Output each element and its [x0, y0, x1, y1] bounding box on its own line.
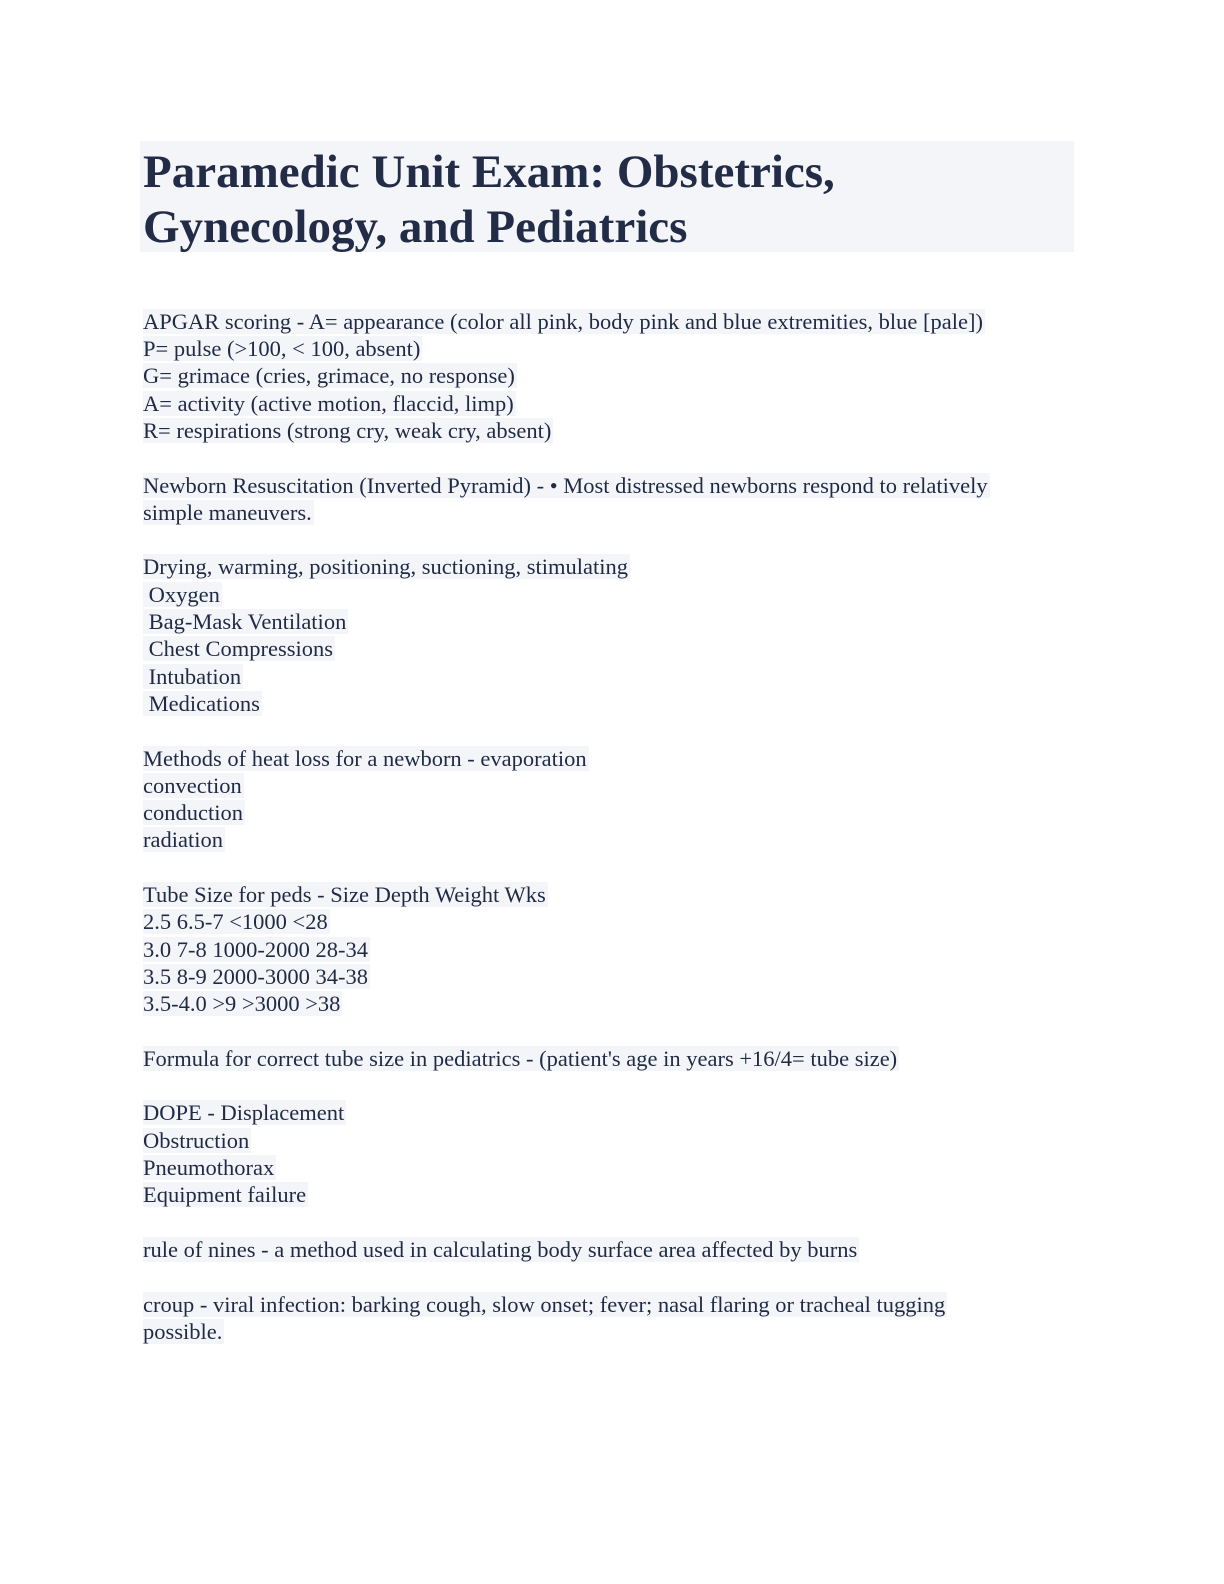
text-line — [143, 472, 990, 499]
croup-cont: possible. — [143, 1319, 223, 1344]
pyramid-step-4: Chest Compressions — [143, 636, 334, 661]
text-line — [143, 663, 243, 690]
text-line — [143, 499, 314, 526]
pyramid-step-1: Drying, warming, positioning, suctioning, stimulating — [143, 554, 628, 579]
text-line — [143, 553, 630, 580]
tube-size-row: 3.5-4.0 >9 >3000 >38 — [143, 991, 341, 1016]
dope-item: Pneumothorax — [143, 1155, 275, 1180]
document-title-line-1: Paramedic Unit Exam: Obstetrics, — [143, 146, 835, 198]
text-line — [143, 963, 370, 990]
text-line — [143, 881, 548, 908]
pyramid-step-6: Medications — [143, 691, 260, 716]
apgar-respirations: R= respirations (strong cry, weak cry, absent) — [143, 418, 552, 443]
tube-formula: Formula for correct tube size in pediatrics - (patient's age in years +16/4= tube size) — [143, 1046, 898, 1071]
dope-heading: DOPE - Displacement — [143, 1100, 345, 1125]
text-line — [143, 1181, 308, 1208]
text-line — [143, 1099, 346, 1126]
apgar-heading: APGAR scoring - A= appearance (color all pink, body pink and blue extremities, blue [pale]) — [143, 309, 983, 334]
pyramid-step-3: Bag-Mask Ventilation — [143, 609, 347, 634]
text-line — [143, 335, 422, 362]
text-line — [143, 1236, 859, 1263]
heat-loss-item: conduction — [143, 800, 243, 825]
heat-loss-item: convection — [143, 773, 242, 798]
pyramid-step-5: Intubation — [143, 664, 242, 689]
text-line — [143, 826, 225, 853]
document-title-line-2: Gynecology, and Pediatrics — [143, 201, 688, 253]
text-line — [143, 417, 553, 444]
text-line — [143, 1127, 251, 1154]
text-line — [143, 990, 342, 1017]
text-line — [143, 635, 335, 662]
text-line — [143, 390, 516, 417]
text-line — [143, 1045, 899, 1072]
heat-loss-heading: Methods of heat loss for a newborn - evaporation — [143, 746, 587, 771]
text-line — [143, 772, 244, 799]
text-line — [143, 799, 245, 826]
dope-item: Equipment failure — [143, 1182, 307, 1207]
text-line — [143, 362, 517, 389]
text-line — [143, 1318, 224, 1345]
heat-loss-item: radiation — [143, 827, 223, 852]
tube-size-row: 2.5 6.5-7 <1000 <28 — [143, 909, 328, 934]
text-line — [143, 690, 262, 717]
text-line — [143, 936, 370, 963]
text-line — [143, 608, 348, 635]
newborn-resuscitation: Newborn Resuscitation (Inverted Pyramid) - • Most distressed newborns respond to relatively — [143, 473, 988, 498]
tube-size-row: 3.5 8-9 2000-3000 34-38 — [143, 964, 368, 989]
text-line — [143, 581, 222, 608]
pyramid-step-2: Oxygen — [143, 582, 220, 607]
tube-size-heading: Tube Size for peds - Size Depth Weight Wks — [143, 882, 546, 907]
newborn-resuscitation-cont: simple maneuvers. — [143, 500, 312, 525]
tube-size-row: 3.0 7-8 1000-2000 28-34 — [143, 937, 368, 962]
text-line — [143, 745, 589, 772]
rule-of-nines: rule of nines - a method used in calculating body surface area affected by burns — [143, 1237, 858, 1262]
text-line — [143, 908, 330, 935]
croup: croup - viral infection: barking cough, slow onset; fever; nasal flaring or tracheal tugging — [143, 1292, 946, 1317]
text-line — [143, 308, 985, 335]
apgar-grimace: G= grimace (cries, grimace, no response) — [143, 363, 515, 388]
apgar-activity: A= activity (active motion, flaccid, limp) — [143, 391, 514, 416]
text-line — [143, 1154, 276, 1181]
text-line — [143, 1291, 947, 1318]
dope-item: Obstruction — [143, 1128, 250, 1153]
apgar-pulse: P= pulse (>100, < 100, absent) — [143, 336, 421, 361]
